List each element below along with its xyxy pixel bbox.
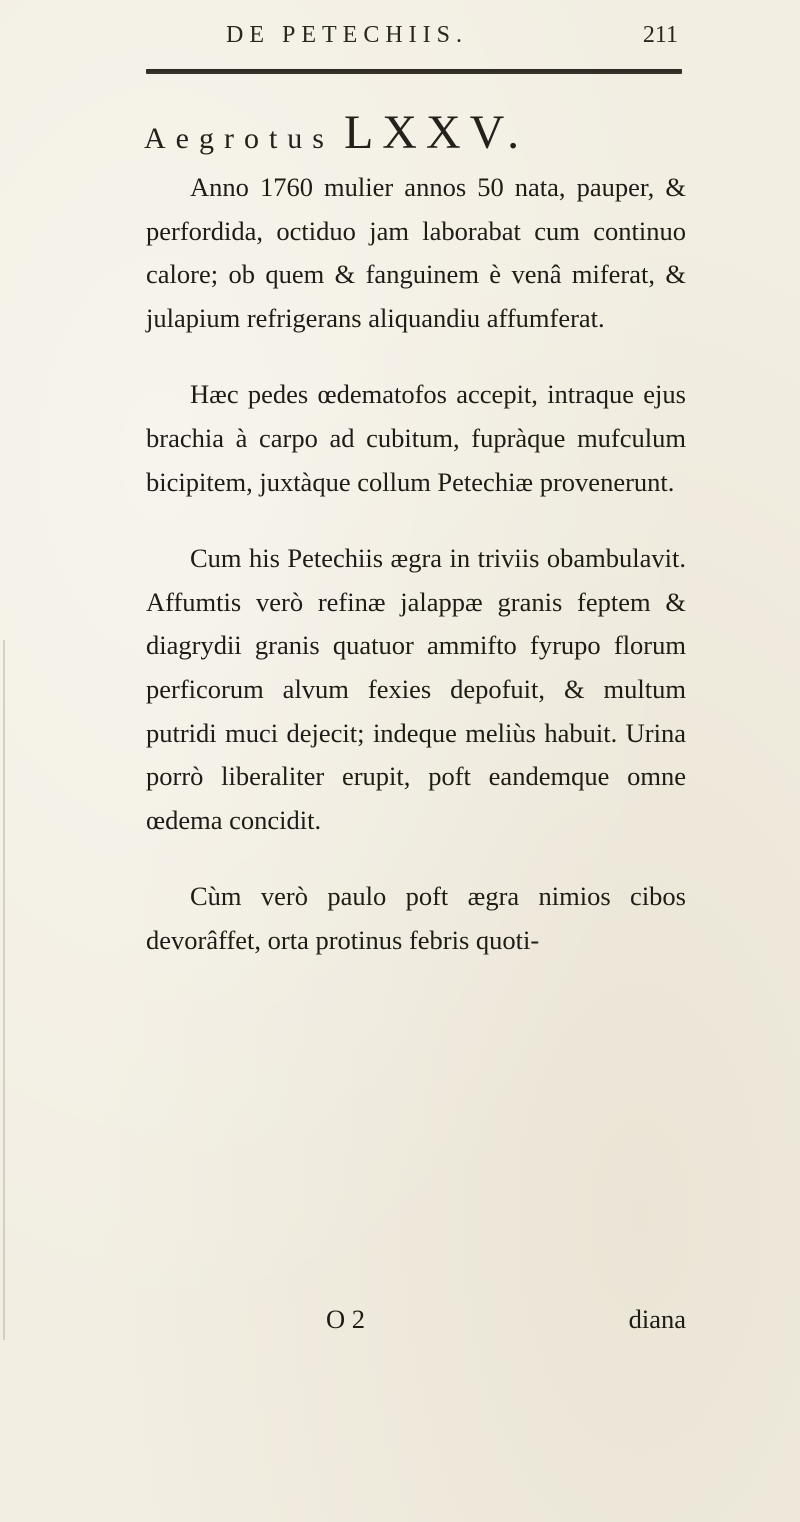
catchword: diana (628, 1304, 686, 1334)
paragraph-2: Hæc pedes œdematofos accepit, intraque ejus brachia à carpo ad cubitum, fupràque mufculum bicipitem, juxtàque collum Petechiæ provenerunt. (146, 379, 686, 497)
body-text (146, 166, 686, 996)
case-heading (144, 105, 704, 160)
paragraph-4: Cùm verò paulo poft ægra nimios cibos devorâffet, orta protinus febris quoti- (146, 881, 686, 955)
running-head-title: DE PETECHIIS. (226, 22, 468, 48)
binding-edge-shadow (3, 640, 5, 1340)
page-footer (146, 1298, 686, 1342)
paragraph-1: Anno 1760 mulier annos 50 nata, pauper, & perfordida, octiduo jam laborabat cum continuo calore; ob quem & fanguinem è venâ miferat, & julapium refrigerans aliquandiu affumferat. (146, 172, 686, 333)
signature-mark: O 2 (326, 1304, 366, 1334)
header-rule (146, 69, 682, 74)
case-heading-numeral: LXXV. (343, 106, 529, 159)
case-heading-label: Aegrotus (144, 122, 334, 155)
running-head (150, 18, 678, 58)
paragraph-3: Cum his Petechiis ægra in triviis obambulavit. Affumtis verò refinæ jalappæ granis feptem & diagrydii granis quatuor ammifto fyrupo florum perficorum alvum fexies depofuit, & multum putridi muci dejecit; indeque meliùs habuit. Urina porrò liberaliter erupit, poft eandemque omne œdema concidit. (146, 543, 686, 835)
page-number: 211 (642, 22, 678, 48)
